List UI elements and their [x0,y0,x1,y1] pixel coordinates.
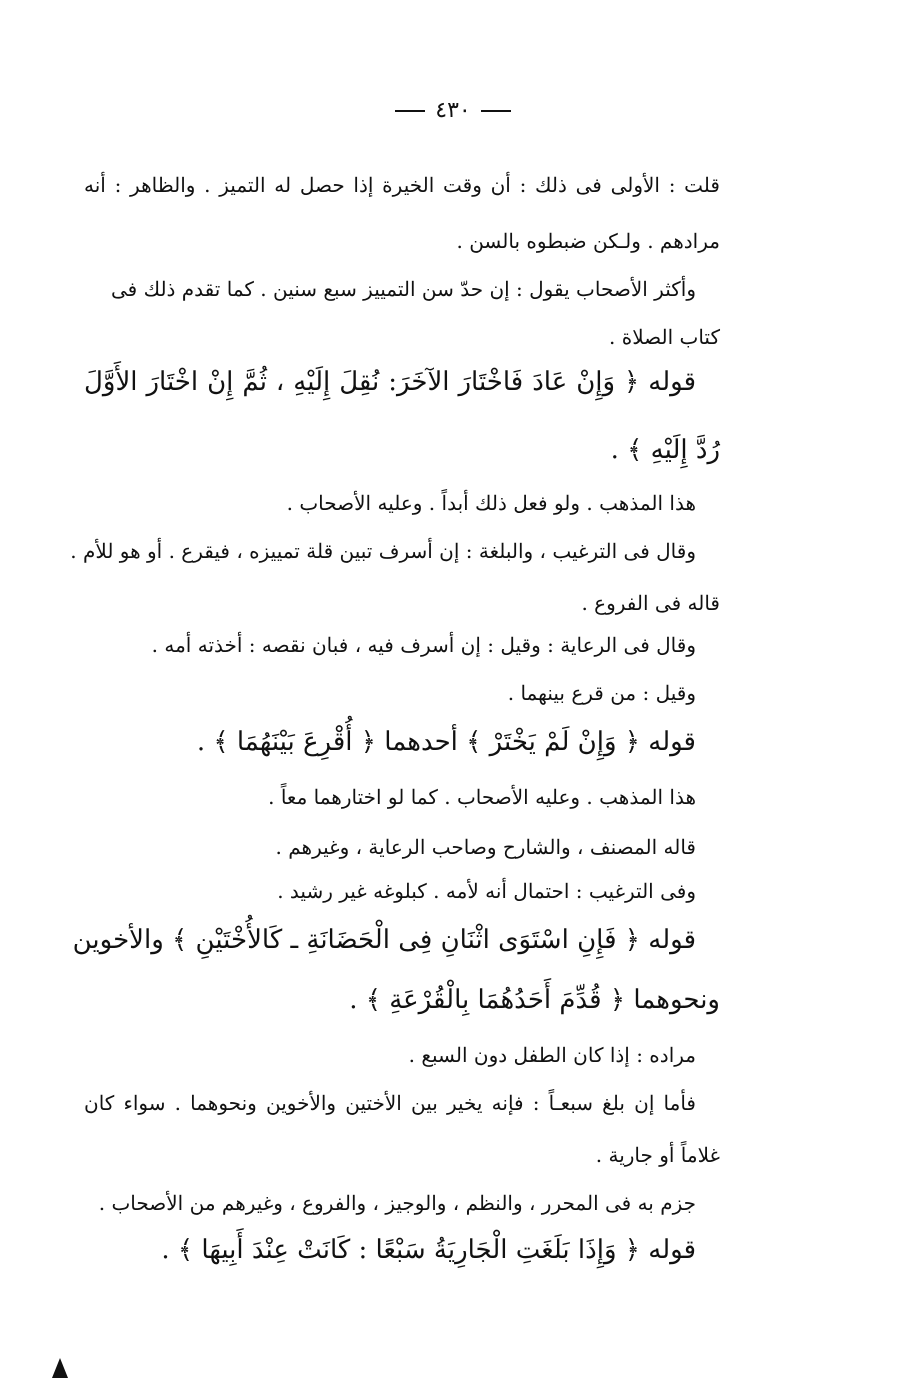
text-line: وفى الترغيب : احتمال أنه لأمه . كبلوغه غير رشيد . [277,879,696,903]
quoted-text-line: قوله ﴿ وَإِذَا بَلَغَتِ الْجَارِيَةُ سَبْعًا : كَانَتْ عِنْدَ أَبِيهَا ﴾ . [161,1235,696,1265]
page-number [0,98,906,123]
text-line: قاله فى الفروع . [581,591,720,615]
text-line: وقال فى الرعاية : وقيل : إن أسرف فيه ، فبان نقصه : أخذته أمه . [151,633,696,657]
quoted-text-line: رُدَّ إِلَيْهِ ﴾ . [610,435,720,465]
text-line: فأما إن بلغ سبعـاً : فإنه يخير بين الأختين والأخوين ونحوهما . سواء كان [84,1091,696,1115]
text-line: غلاماً أو جارية . [595,1143,720,1167]
text-line: مراده : إذا كان الطفل دون السبع . [408,1043,696,1067]
quoted-text-line: قوله ﴿ وَإِنْ لَمْ يَخْتَرْ ﴾ أحدهما ﴿ أُقْرِعَ بَيْنَهُمَا ﴾ . [196,727,696,757]
text-line: مرادهم . ولـكن ضبطوه بالسن . [456,229,720,253]
page-number-dash-left [395,110,425,112]
text-line: هذا المذهب . ولو فعل ذلك أبداً . وعليه الأصحاب . [286,491,696,515]
page-number-dash-right [481,110,511,112]
quoted-text-line: قوله ﴿ وَإِنْ عَادَ فَاخْتَارَ الآخَرَ: نُقِلَ إِلَيْهِ ، ثُمَّ إِنْ اخْتَارَ الأَوَّلَ [84,367,696,397]
quoted-text-line: قوله ﴿ فَإِنِ اسْتَوَى اثْنَانِ فِى الْحَضَانَةِ ـ كَالأُخْتَيْنِ ﴾ والأخوين [72,925,696,955]
text-line: وأكثر الأصحاب يقول : إن حدّ سن التمييز سبع سنين . كما تقدم ذلك فى [111,277,696,301]
page-number-text: ٤٣٠ [435,98,471,123]
text-line: كتاب الصلاة . [609,325,720,349]
text-line: جزم به فى المحرر ، والنظم ، والوجيز ، والفروع ، وغيرهم من الأصحاب . [98,1191,696,1215]
page-corner-mark [52,1358,68,1378]
text-line: قلت : الأولى فى ذلك : أن وقت الخيرة إذا حصل له التميز . والظاهر : أنه [84,173,720,197]
text-line: هذا المذهب . وعليه الأصحاب . كما لو اختارهما معاً . [268,785,696,809]
quoted-text-line: ونحوهما ﴿ قُدِّمَ أَحَدُهُمَا بِالْقُرْعَةِ ﴾ . [349,985,720,1015]
text-line: وقال فى الترغيب ، والبلغة : إن أسرف تبين قلة تمييزه ، فيقرع . أو هو للأم . [70,539,696,563]
text-line: وقيل : من قرع بينهما . [507,681,696,705]
text-line: قاله المصنف ، والشارح وصاحب الرعاية ، وغيرهم . [275,835,696,859]
